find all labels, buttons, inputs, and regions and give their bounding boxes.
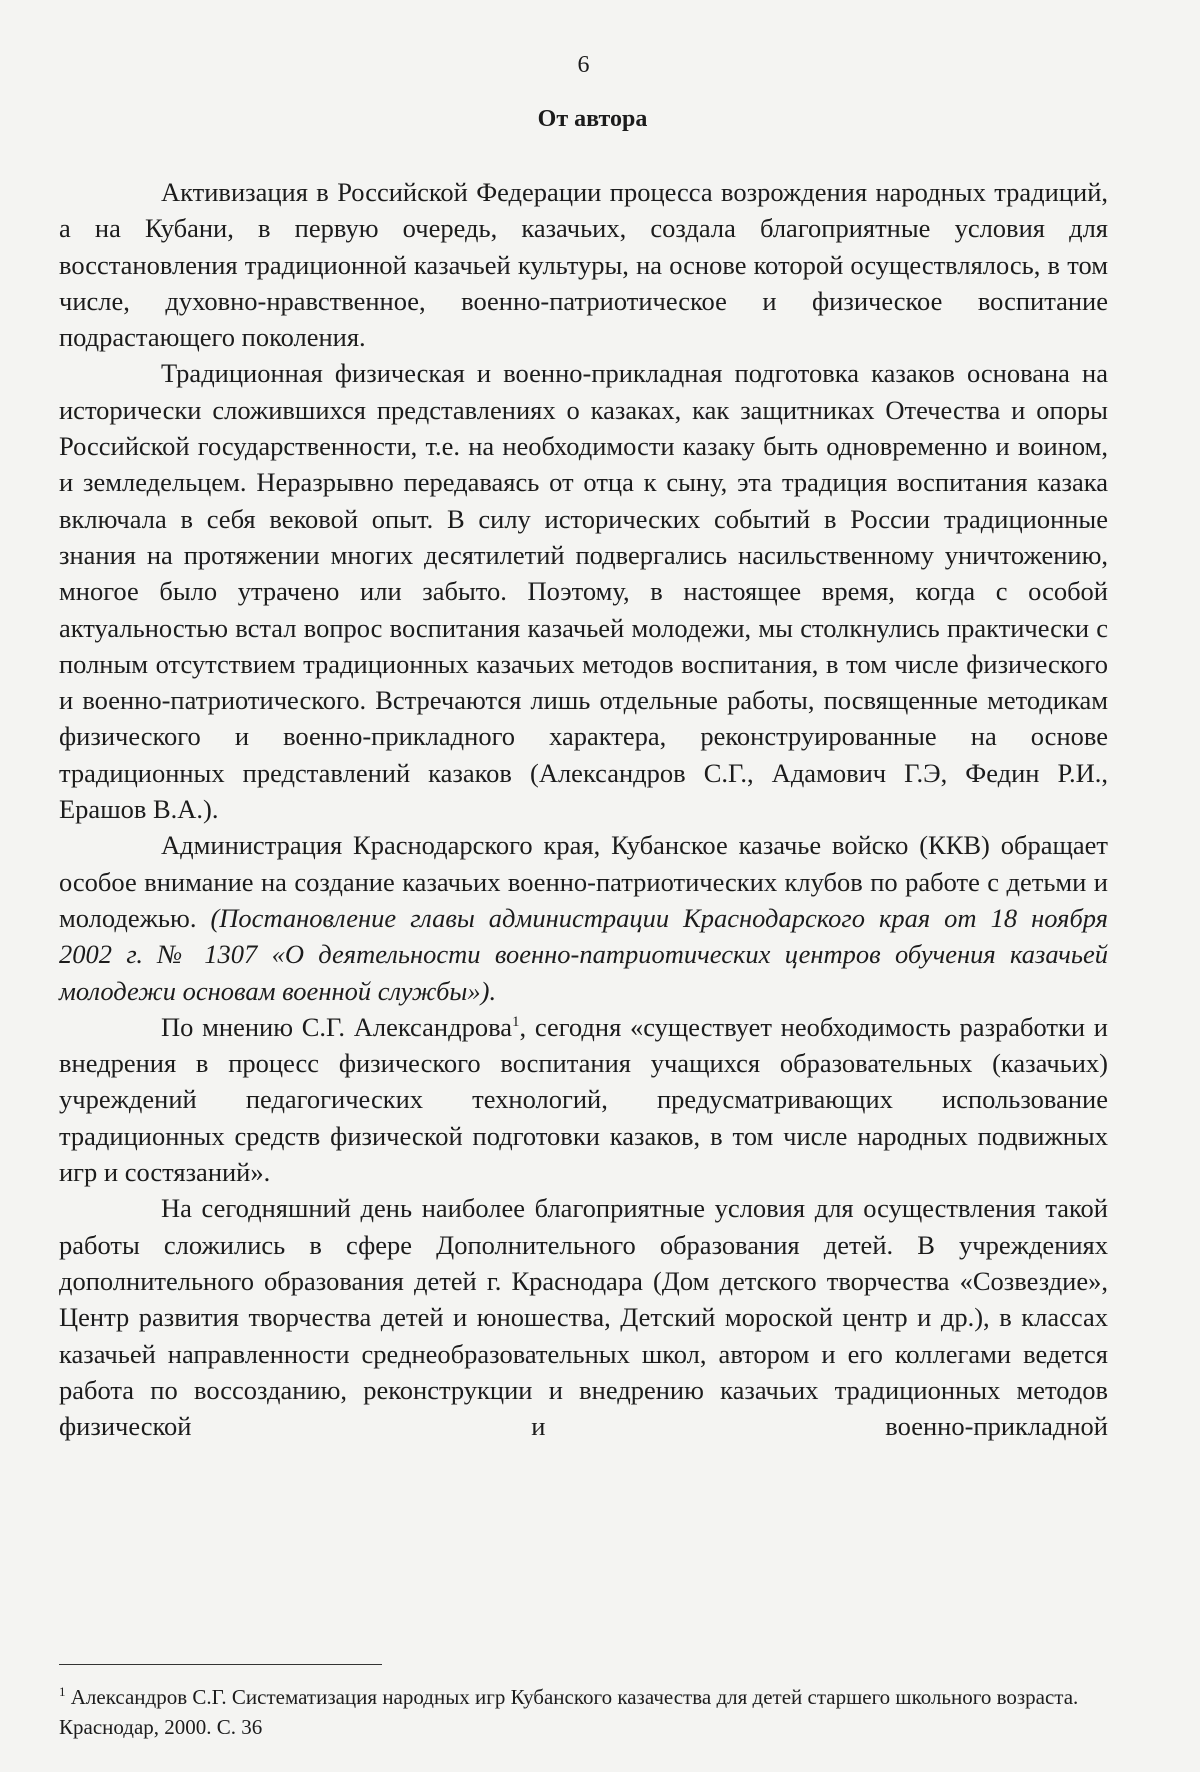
body-text: [59, 174, 1108, 1444]
paragraph-1: Активизация в Российской Федерации процесса возрождения народных традиций, а на Кубани, в первую очередь, казачьих, создала благоприятные условия для восстановления традиционной казачьей культуры, на основе которой осуществлялось, в том числе, духовно-нравственное, военно-патриотическое и физическое воспитание подрастающего поколения.: [59, 177, 1108, 353]
paragraph-3: [59, 827, 1108, 1008]
paragraph-4: [59, 1009, 1108, 1190]
page-number: 6: [577, 52, 590, 78]
paragraph-3-citation: (Постановление главы администрации Краснодарского края от 18 ноября 2002 г. № 1307 «О деятельности военно-патриотических центров обучения казачьей молодежи основам военной службы»).: [59, 902, 1109, 1006]
paragraph-4-lead: По мнению С.Г. Александрова: [161, 1011, 512, 1042]
footnote: [59, 1682, 1108, 1742]
section-title: От автора: [537, 106, 648, 132]
paragraph-5: На сегодняшний день наиболее благоприятные условия для осуществления такой работы сложились в сфере Дополнительного образования детей. В учреждениях дополнительного образования детей г. Краснодара (Дом детского творчества «Созвездие», Центр развития творчества детей и юношества, Детский мороской центр и др.), в классах казачьей направленности среднеобразовательных школ, автором и его коллегами ведется работа по воссозданию, реконструкции и внедрению казачьих традиционных методов физической и военно-прикладной: [59, 1193, 1108, 1442]
paragraph-4-rest: , сегодня «существует необходимость разработки и внедрения в процесс физического воспитания учащихся образовательных (казачьих) учреждений педагогических технологий, предусматривающих использование традиционных средств физической подготовки казаков, в том числе народных подвижных игр и состязаний».: [59, 1011, 1108, 1188]
paragraph-3-text: Администрация Краснодарского края, Кубанское казачье войско (ККВ) обращает особое внимание на создание казачьих военно-патриотических клубов по работе с детьми и молодежью.: [59, 830, 1108, 933]
footnote-reference[interactable]: 1: [512, 1014, 520, 1030]
paragraph-2: Традиционная физическая и военно-прикладная подготовка казаков основана на исторически сложившихся представлениях о казаках, как защитниках Отечества и опоры Российской государственности, т.е. на необходимости казаку быть одновременно и воином, и земледельцем. Неразрывно передаваясь от отца к сыну, эта традиция воспитания казака включала в себя вековой опыт. В силу исторических событий в России традиционные знания на протяжении многих десятилетий подвергались насильственному уничтожению, многое было утрачено или забыто. Поэтому, в настоящее время, когда с особой актуальностью встал вопрос воспитания казачьей молодежи, мы столкнулись практически с полным отсутствием традиционных казачьих методов воспитания, в том числе физического и военно-патриотического. Встречаются лишь отдельные работы, посвященные методикам физического и военно-прикладного характера, реконструированные на основе традиционных представлений казаков (Александров С.Г., Адамович Г.Э, Федин Р.И., Ерашов В.А.).: [59, 358, 1108, 825]
footnote-text: Александров С.Г. Систематизация народных игр Кубанского казачества для детей старшего школьного возраста. Краснодар, 2000. С. 36: [59, 1685, 1079, 1739]
footnote-marker: 1: [59, 1684, 66, 1699]
footnote-divider: [59, 1664, 382, 1665]
